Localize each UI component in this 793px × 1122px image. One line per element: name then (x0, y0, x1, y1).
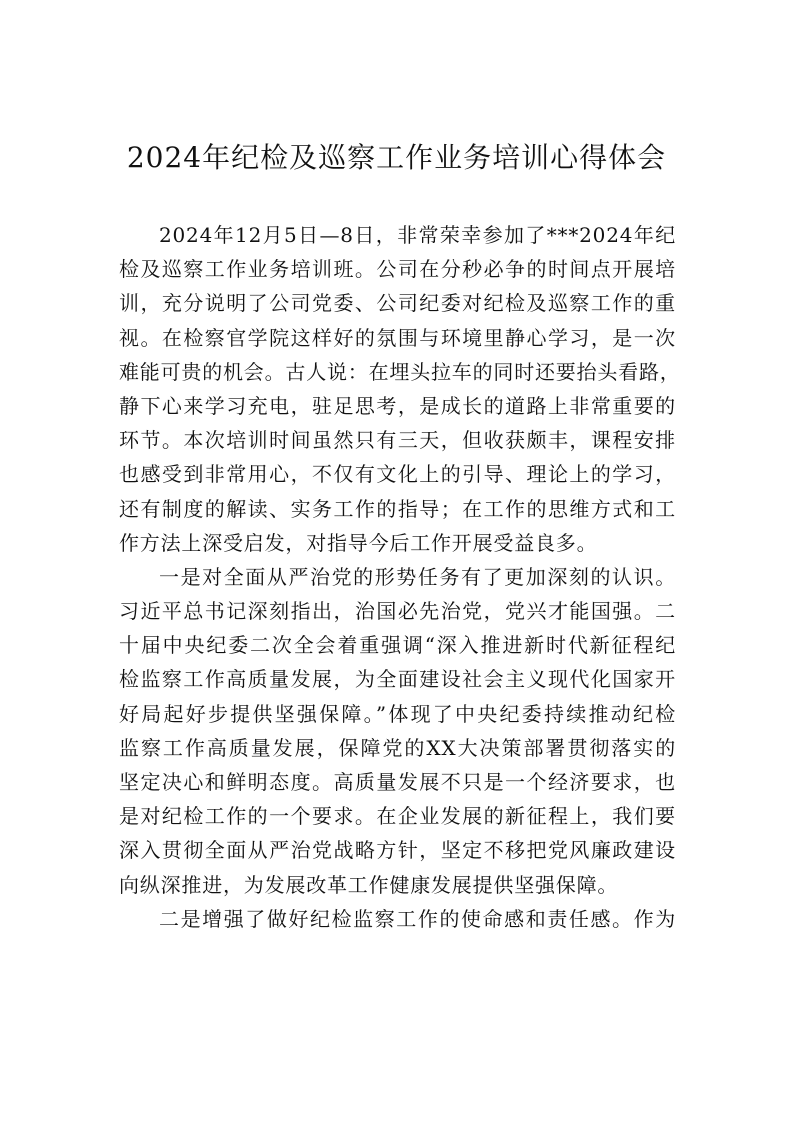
paragraph-line: 坚定决心和鲜明态度。高质量发展不只是一个经济要求，也 (119, 770, 676, 794)
paragraph-line: 习近平总书记深刻指出，治国必先治党，党兴才能国强。二 (119, 599, 676, 624)
paragraph-line: 检监察工作高质量发展，为全面建设社会主义现代化国家开 (119, 667, 676, 692)
paragraph-line: 难能可贵的机会。古人说：在埋头拉车的同时还要抬头看路， (119, 359, 681, 384)
paragraph-3 (119, 902, 676, 936)
paragraph-1 (119, 218, 681, 560)
paragraph-line: 也感受到非常用心，不仅有文化上的引导、理论上的学习， (119, 462, 676, 487)
paragraph-line: 监察工作高质量发展，保障党的XX大决策部署贯彻落实的 (119, 735, 676, 760)
paragraph-line: 向纵深推进，为发展改革工作健康发展提供坚强保障。 (119, 872, 619, 897)
paragraph-line: 一是对全面从严治党的形势任务有了更加深刻的认识。 (159, 564, 676, 589)
paragraph-line: 二是增强了做好纪检监察工作的使命感和责任感。作为 (159, 906, 676, 931)
paragraph-line: 是对纪检工作的一个要求。在企业发展的新征程上，我们要 (119, 804, 676, 829)
paragraph-line: 还有制度的解读、实务工作的指导；在工作的思维方式和工 (119, 496, 676, 521)
paragraph-line: 静下心来学习充电，驻足思考，是成长的道路上非常重要的 (119, 393, 676, 418)
paragraph-line: 好局起好步提供坚强保障。”体现了中央纪委持续推动纪检 (119, 701, 676, 726)
document-title: 2024年纪检及巡察工作业务培训心得体会 (126, 141, 667, 174)
paragraph-line: 视。在检察官学院这样好的氛围与环境里静心学习，是一次 (119, 325, 676, 350)
paragraph-line: 环节。本次培训时间虽然只有三天，但收获颇丰，课程安排 (119, 428, 676, 453)
paragraph-line: 2024年12月5日—8日，非常荣幸参加了***2024年纪 (159, 223, 676, 247)
document-body (119, 218, 681, 936)
paragraph-line: 作方法上深受启发，对指导今后工作开展受益良多。 (119, 530, 598, 555)
paragraph-2 (119, 560, 676, 902)
paragraph-line: 检及巡察工作业务培训班。公司在分秒必争的时间点开展培 (119, 257, 676, 282)
paragraph-line: 深入贯彻全面从严治党战略方针，坚定不移把党风廉政建设 (119, 838, 676, 863)
paragraph-line: 十届中央纪委二次全会着重强调“深入推进新时代新征程纪 (119, 633, 676, 658)
paragraph-line: 训，充分说明了公司党委、公司纪委对纪检及巡察工作的重 (119, 291, 676, 316)
